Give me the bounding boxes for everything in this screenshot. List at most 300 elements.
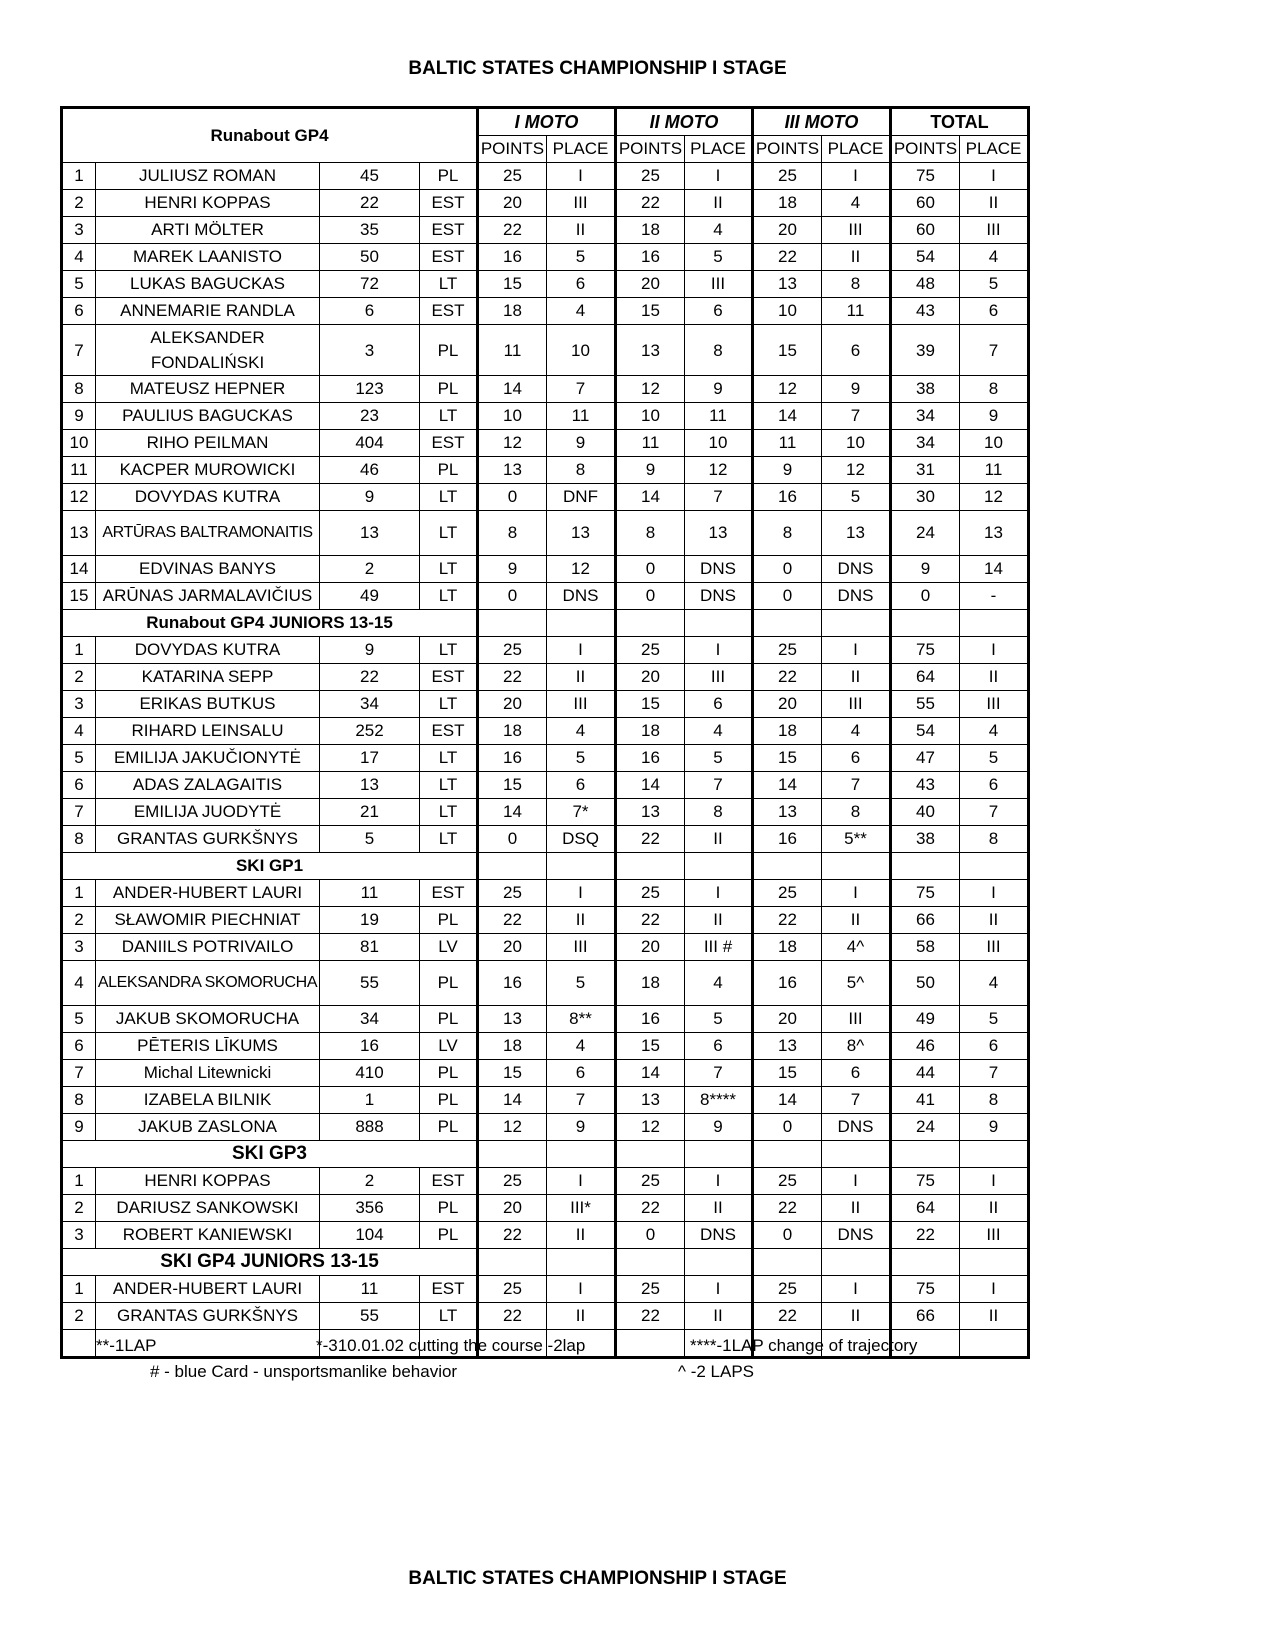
moto3-points-cell: 18 [753, 190, 822, 217]
moto1-points-cell: 12 [478, 1114, 547, 1141]
moto2-place-cell: 10 [685, 430, 753, 457]
total-points-cell: 75 [891, 163, 960, 190]
moto3-place-cell: 6 [822, 1060, 891, 1087]
country-cell: LT [420, 745, 478, 772]
table-row [62, 583, 1029, 610]
start-number-cell: 2 [320, 1168, 420, 1195]
total-place-cell: 12 [960, 484, 1029, 511]
total-place-cell: I [960, 637, 1029, 664]
moto2-points-cell: 12 [616, 1114, 685, 1141]
moto1-points-cell: 22 [478, 1222, 547, 1249]
moto1-points-cell: 0 [478, 583, 547, 610]
rider-name-cell: ARTŪRAS BALTRAMONAITIS [96, 511, 320, 556]
rider-name-cell: PAULIUS BAGUCKAS [96, 403, 320, 430]
moto1-place-cell: 4 [547, 718, 616, 745]
moto1-points-cell: 9 [478, 556, 547, 583]
moto1-place-cell: 10 [547, 325, 616, 376]
country-cell: EST [420, 244, 478, 271]
pos-cell: 3 [62, 691, 96, 718]
moto3-points-cell: 13 [753, 1033, 822, 1060]
pos-cell: 3 [62, 217, 96, 244]
section-header-row [62, 853, 1029, 880]
total-points-cell: 38 [891, 376, 960, 403]
total-points-cell: 40 [891, 799, 960, 826]
moto1-place-cell: II [547, 664, 616, 691]
total-header: TOTAL [891, 108, 1029, 136]
moto2-points-cell: 13 [616, 799, 685, 826]
moto3-place-cell: 7 [822, 1087, 891, 1114]
moto1-points-cell: 25 [478, 163, 547, 190]
moto1-points-cell: 22 [478, 664, 547, 691]
start-number-cell: 55 [320, 1303, 420, 1330]
moto2-place-cell: II [685, 907, 753, 934]
moto2-points-cell: 22 [616, 907, 685, 934]
total-place-cell: III [960, 217, 1029, 244]
moto3-points-cell: 15 [753, 325, 822, 376]
country-cell: LT [420, 1303, 478, 1330]
moto1-points-cell: 15 [478, 772, 547, 799]
moto1-points-cell: 25 [478, 1276, 547, 1303]
rider-name-cell: EMILIJA JAKUČIONYTĖ [96, 745, 320, 772]
moto1-place-cell: 8** [547, 1006, 616, 1033]
empty-cell [753, 853, 822, 880]
moto2-place-cell: 4 [685, 217, 753, 244]
moto1-points-cell: 25 [478, 637, 547, 664]
place-header: PLACE [685, 136, 753, 163]
country-cell: LT [420, 583, 478, 610]
moto1-place-cell: 5 [547, 961, 616, 1006]
total-points-cell: 31 [891, 457, 960, 484]
total-place-cell: 13 [960, 511, 1029, 556]
moto2-place-cell: II [685, 1195, 753, 1222]
moto2-points-cell: 11 [616, 430, 685, 457]
moto1-place-cell: II [547, 907, 616, 934]
empty-cell [685, 1249, 753, 1276]
start-number-cell: 5 [320, 826, 420, 853]
start-number-cell: 72 [320, 271, 420, 298]
moto2-place-cell: III # [685, 934, 753, 961]
moto2-points-cell: 20 [616, 271, 685, 298]
total-points-cell: 66 [891, 907, 960, 934]
pos-cell: 1 [62, 637, 96, 664]
moto3-place-cell: 6 [822, 745, 891, 772]
rider-name-cell: EDVINAS BANYS [96, 556, 320, 583]
place-header: PLACE [822, 136, 891, 163]
moto3-place-cell: 11 [822, 298, 891, 325]
total-points-cell: 75 [891, 880, 960, 907]
total-points-cell: 43 [891, 298, 960, 325]
moto2-place-cell: DNS [685, 556, 753, 583]
moto1-header: I MOTO [478, 108, 616, 136]
country-cell: LT [420, 556, 478, 583]
country-cell: PL [420, 1006, 478, 1033]
rider-name-cell: HENRI KOPPAS [96, 190, 320, 217]
pos-cell: 3 [62, 1222, 96, 1249]
rider-name-cell: RIHARD LEINSALU [96, 718, 320, 745]
total-points-cell: 54 [891, 244, 960, 271]
empty-cell [960, 610, 1029, 637]
pos-cell: 6 [62, 298, 96, 325]
total-points-cell: 50 [891, 961, 960, 1006]
moto1-points-cell: 20 [478, 190, 547, 217]
moto1-points-cell: 13 [478, 1006, 547, 1033]
moto3-points-cell: 22 [753, 1195, 822, 1222]
moto3-place-cell: 8 [822, 271, 891, 298]
pos-cell: 5 [62, 271, 96, 298]
moto3-place-cell: III [822, 217, 891, 244]
moto2-points-cell: 14 [616, 1060, 685, 1087]
moto2-points-cell: 0 [616, 583, 685, 610]
moto1-points-cell: 22 [478, 217, 547, 244]
rider-name-cell: KATARINA SEPP [96, 664, 320, 691]
empty-cell [547, 1141, 616, 1168]
total-points-cell: 48 [891, 271, 960, 298]
moto2-place-cell: I [685, 163, 753, 190]
total-place-cell: 11 [960, 457, 1029, 484]
rider-name-cell: GRANTAS GURKŠNYS [96, 1303, 320, 1330]
start-number-cell: 356 [320, 1195, 420, 1222]
moto2-points-cell: 18 [616, 217, 685, 244]
moto1-place-cell: I [547, 637, 616, 664]
country-cell: LT [420, 511, 478, 556]
total-points-cell: 64 [891, 664, 960, 691]
moto1-place-cell: DNS [547, 583, 616, 610]
moto2-place-cell: I [685, 1168, 753, 1195]
table-row [62, 244, 1029, 271]
table-row [62, 799, 1029, 826]
pos-cell: 1 [62, 163, 96, 190]
empty-cell [547, 610, 616, 637]
table-row [62, 745, 1029, 772]
total-place-cell: 14 [960, 556, 1029, 583]
total-place-cell: 6 [960, 298, 1029, 325]
total-points-cell: 75 [891, 637, 960, 664]
total-points-cell: 75 [891, 1168, 960, 1195]
total-points-cell: 43 [891, 772, 960, 799]
country-cell: LT [420, 271, 478, 298]
moto2-points-cell: 15 [616, 298, 685, 325]
table-row [62, 907, 1029, 934]
total-place-cell: II [960, 1303, 1029, 1330]
table-row [62, 826, 1029, 853]
moto1-points-cell: 18 [478, 718, 547, 745]
moto3-place-cell: 5** [822, 826, 891, 853]
pos-cell: 11 [62, 457, 96, 484]
rider-name-cell: JAKUB ZASLONA [96, 1114, 320, 1141]
start-number-cell: 22 [320, 190, 420, 217]
empty-cell [960, 1249, 1029, 1276]
rider-name-cell: PĒTERIS LĪKUMS [96, 1033, 320, 1060]
total-points-cell: 41 [891, 1087, 960, 1114]
moto3-place-cell: 8^ [822, 1033, 891, 1060]
start-number-cell: 34 [320, 691, 420, 718]
moto3-points-cell: 25 [753, 637, 822, 664]
moto2-points-cell: 12 [616, 376, 685, 403]
moto1-points-cell: 10 [478, 403, 547, 430]
start-number-cell: 50 [320, 244, 420, 271]
category-header: Runabout GP4 [62, 108, 478, 163]
moto1-place-cell: 4 [547, 1033, 616, 1060]
moto3-place-cell: 7 [822, 403, 891, 430]
moto1-place-cell: III [547, 691, 616, 718]
moto3-points-cell: 18 [753, 934, 822, 961]
pos-cell: 2 [62, 1303, 96, 1330]
moto2-place-cell: DNS [685, 583, 753, 610]
rider-name-cell: HENRI KOPPAS [96, 1168, 320, 1195]
country-cell: PL [420, 325, 478, 376]
total-place-cell: III [960, 1222, 1029, 1249]
rider-name-cell: DARIUSZ SANKOWSKI [96, 1195, 320, 1222]
points-header: POINTS [891, 136, 960, 163]
country-cell: EST [420, 298, 478, 325]
country-cell: PL [420, 457, 478, 484]
country-cell: PL [420, 961, 478, 1006]
moto3-points-cell: 20 [753, 691, 822, 718]
moto3-points-cell: 0 [753, 556, 822, 583]
moto1-place-cell: III [547, 190, 616, 217]
rider-name-cell: ANNEMARIE RANDLA [96, 298, 320, 325]
table-row [62, 1033, 1029, 1060]
moto1-place-cell: DSQ [547, 826, 616, 853]
moto3-header: III MOTO [753, 108, 891, 136]
rider-name-cell: RIHO PEILMAN [96, 430, 320, 457]
pos-cell: 7 [62, 799, 96, 826]
moto2-points-cell: 25 [616, 880, 685, 907]
empty-cell [822, 610, 891, 637]
rider-name-cell: SŁAWOMIR PIECHNIAT [96, 907, 320, 934]
moto3-points-cell: 0 [753, 583, 822, 610]
moto3-points-cell: 9 [753, 457, 822, 484]
country-cell: EST [420, 190, 478, 217]
rider-name-cell: ARŪNAS JARMALAVIČIUS [96, 583, 320, 610]
moto3-place-cell: I [822, 880, 891, 907]
table-row [62, 1114, 1029, 1141]
total-place-cell: 7 [960, 325, 1029, 376]
country-cell: LT [420, 637, 478, 664]
total-points-cell: 58 [891, 934, 960, 961]
moto2-place-cell: DNS [685, 1222, 753, 1249]
start-number-cell: 252 [320, 718, 420, 745]
total-place-cell: 9 [960, 403, 1029, 430]
rider-name-cell: ARTI MÖLTER [96, 217, 320, 244]
country-cell: PL [420, 1222, 478, 1249]
total-points-cell: 64 [891, 1195, 960, 1222]
total-place-cell: III [960, 934, 1029, 961]
moto3-points-cell: 0 [753, 1222, 822, 1249]
moto1-points-cell: 16 [478, 745, 547, 772]
total-points-cell: 38 [891, 826, 960, 853]
moto2-place-cell: 7 [685, 484, 753, 511]
moto1-points-cell: 22 [478, 907, 547, 934]
pos-cell: 5 [62, 745, 96, 772]
moto1-place-cell: 4 [547, 298, 616, 325]
moto3-place-cell: 9 [822, 376, 891, 403]
rider-name-cell: DOVYDAS KUTRA [96, 484, 320, 511]
moto3-points-cell: 25 [753, 880, 822, 907]
empty-cell [616, 1249, 685, 1276]
start-number-cell: 23 [320, 403, 420, 430]
moto1-points-cell: 0 [478, 826, 547, 853]
country-cell: LT [420, 799, 478, 826]
pos-cell: 10 [62, 430, 96, 457]
country-cell: LT [420, 403, 478, 430]
moto1-place-cell: 6 [547, 772, 616, 799]
pos-cell: 4 [62, 244, 96, 271]
total-points-cell: 75 [891, 1276, 960, 1303]
start-number-cell: 888 [320, 1114, 420, 1141]
moto1-points-cell: 20 [478, 1195, 547, 1222]
table-row [62, 1087, 1029, 1114]
moto2-points-cell: 13 [616, 1087, 685, 1114]
pos-cell: 2 [62, 190, 96, 217]
moto1-place-cell: I [547, 880, 616, 907]
moto2-place-cell: 7 [685, 772, 753, 799]
moto3-points-cell: 14 [753, 403, 822, 430]
country-cell: EST [420, 664, 478, 691]
total-points-cell: 34 [891, 430, 960, 457]
moto2-points-cell: 18 [616, 961, 685, 1006]
moto3-points-cell: 25 [753, 1276, 822, 1303]
moto3-points-cell: 20 [753, 1006, 822, 1033]
moto2-place-cell: III [685, 664, 753, 691]
total-place-cell: 8 [960, 826, 1029, 853]
total-place-cell: 8 [960, 376, 1029, 403]
table-row [62, 772, 1029, 799]
moto3-points-cell: 16 [753, 961, 822, 1006]
moto3-place-cell: 6 [822, 325, 891, 376]
total-place-cell: 6 [960, 772, 1029, 799]
moto1-points-cell: 20 [478, 691, 547, 718]
moto2-place-cell: 8 [685, 325, 753, 376]
rider-name-cell: Michal Litewnicki [96, 1060, 320, 1087]
moto1-points-cell: 25 [478, 880, 547, 907]
moto1-place-cell: 9 [547, 1114, 616, 1141]
total-place-cell: 6 [960, 1033, 1029, 1060]
moto1-points-cell: 22 [478, 1303, 547, 1330]
table-row [62, 1060, 1029, 1087]
country-cell: LT [420, 691, 478, 718]
start-number-cell: 13 [320, 772, 420, 799]
start-number-cell: 3 [320, 325, 420, 376]
moto1-points-cell: 18 [478, 298, 547, 325]
moto3-place-cell: DNS [822, 1222, 891, 1249]
section-header-row [62, 1141, 1029, 1168]
start-number-cell: 21 [320, 799, 420, 826]
table-row [62, 217, 1029, 244]
rider-name-cell: ANDER-HUBERT LAURI [96, 1276, 320, 1303]
total-place-cell: - [960, 583, 1029, 610]
moto2-points-cell: 8 [616, 511, 685, 556]
moto3-points-cell: 22 [753, 244, 822, 271]
start-number-cell: 11 [320, 880, 420, 907]
total-points-cell: 55 [891, 691, 960, 718]
moto2-place-cell: 8**** [685, 1087, 753, 1114]
moto1-points-cell: 18 [478, 1033, 547, 1060]
country-cell: LV [420, 934, 478, 961]
empty-cell [547, 1249, 616, 1276]
moto3-place-cell: DNS [822, 583, 891, 610]
page-title: BALTIC STATES CHAMPIONSHIP I STAGE [408, 58, 787, 79]
moto2-points-cell: 16 [616, 244, 685, 271]
moto2-points-cell: 22 [616, 826, 685, 853]
moto3-place-cell: 4 [822, 190, 891, 217]
table-row [62, 691, 1029, 718]
empty-cell [891, 853, 960, 880]
note-1lap: **-1LAP [96, 1336, 157, 1355]
pos-cell: 15 [62, 583, 96, 610]
rider-name-cell: ERIKAS BUTKUS [96, 691, 320, 718]
rider-name-cell: JULIUSZ ROMAN [96, 163, 320, 190]
header-row-top [62, 108, 1029, 136]
moto1-place-cell: I [547, 1168, 616, 1195]
moto1-place-cell: 8 [547, 457, 616, 484]
moto2-place-cell: 5 [685, 1006, 753, 1033]
pos-cell: 13 [62, 511, 96, 556]
start-number-cell: 104 [320, 1222, 420, 1249]
empty-cell [478, 610, 547, 637]
moto2-points-cell: 22 [616, 1195, 685, 1222]
country-cell: EST [420, 217, 478, 244]
moto3-place-cell: I [822, 1168, 891, 1195]
moto2-points-cell: 22 [616, 1303, 685, 1330]
moto2-place-cell: 8 [685, 799, 753, 826]
start-number-cell: 49 [320, 583, 420, 610]
start-number-cell: 17 [320, 745, 420, 772]
empty-cell [478, 1249, 547, 1276]
rider-name-cell: LUKAS BAGUCKAS [96, 271, 320, 298]
empty-cell [616, 610, 685, 637]
pos-cell: 9 [62, 1114, 96, 1141]
moto3-place-cell: DNS [822, 1114, 891, 1141]
total-points-cell: 30 [891, 484, 960, 511]
moto3-place-cell: 7 [822, 772, 891, 799]
moto1-points-cell: 14 [478, 1087, 547, 1114]
table-row [62, 1006, 1029, 1033]
table-row [62, 1222, 1029, 1249]
rider-name-cell: ROBERT KANIEWSKI [96, 1222, 320, 1249]
start-number-cell: 35 [320, 217, 420, 244]
moto2-points-cell: 10 [616, 403, 685, 430]
moto1-place-cell: 6 [547, 271, 616, 298]
pos-cell: 8 [62, 1087, 96, 1114]
moto1-place-cell: 7* [547, 799, 616, 826]
moto1-points-cell: 15 [478, 1060, 547, 1087]
pos-cell: 2 [62, 907, 96, 934]
empty-cell [822, 853, 891, 880]
moto1-points-cell: 16 [478, 244, 547, 271]
moto2-points-cell: 25 [616, 637, 685, 664]
moto3-points-cell: 15 [753, 745, 822, 772]
note-blue-card: # - blue Card - unsportsmanlike behavior [150, 1362, 458, 1381]
total-place-cell: 7 [960, 799, 1029, 826]
empty-cell [960, 853, 1029, 880]
total-points-cell: 24 [891, 511, 960, 556]
moto1-place-cell: II [547, 1303, 616, 1330]
pos-cell: 1 [62, 880, 96, 907]
total-place-cell: 7 [960, 1060, 1029, 1087]
moto1-points-cell: 20 [478, 934, 547, 961]
moto2-place-cell: I [685, 637, 753, 664]
rider-name-cell: DANIILS POTRIVAILO [96, 934, 320, 961]
country-cell: EST [420, 880, 478, 907]
moto3-place-cell: I [822, 637, 891, 664]
empty-cell [478, 853, 547, 880]
total-place-cell: III [960, 691, 1029, 718]
country-cell: PL [420, 163, 478, 190]
start-number-cell: 34 [320, 1006, 420, 1033]
moto1-points-cell: 0 [478, 484, 547, 511]
moto2-points-cell: 16 [616, 745, 685, 772]
